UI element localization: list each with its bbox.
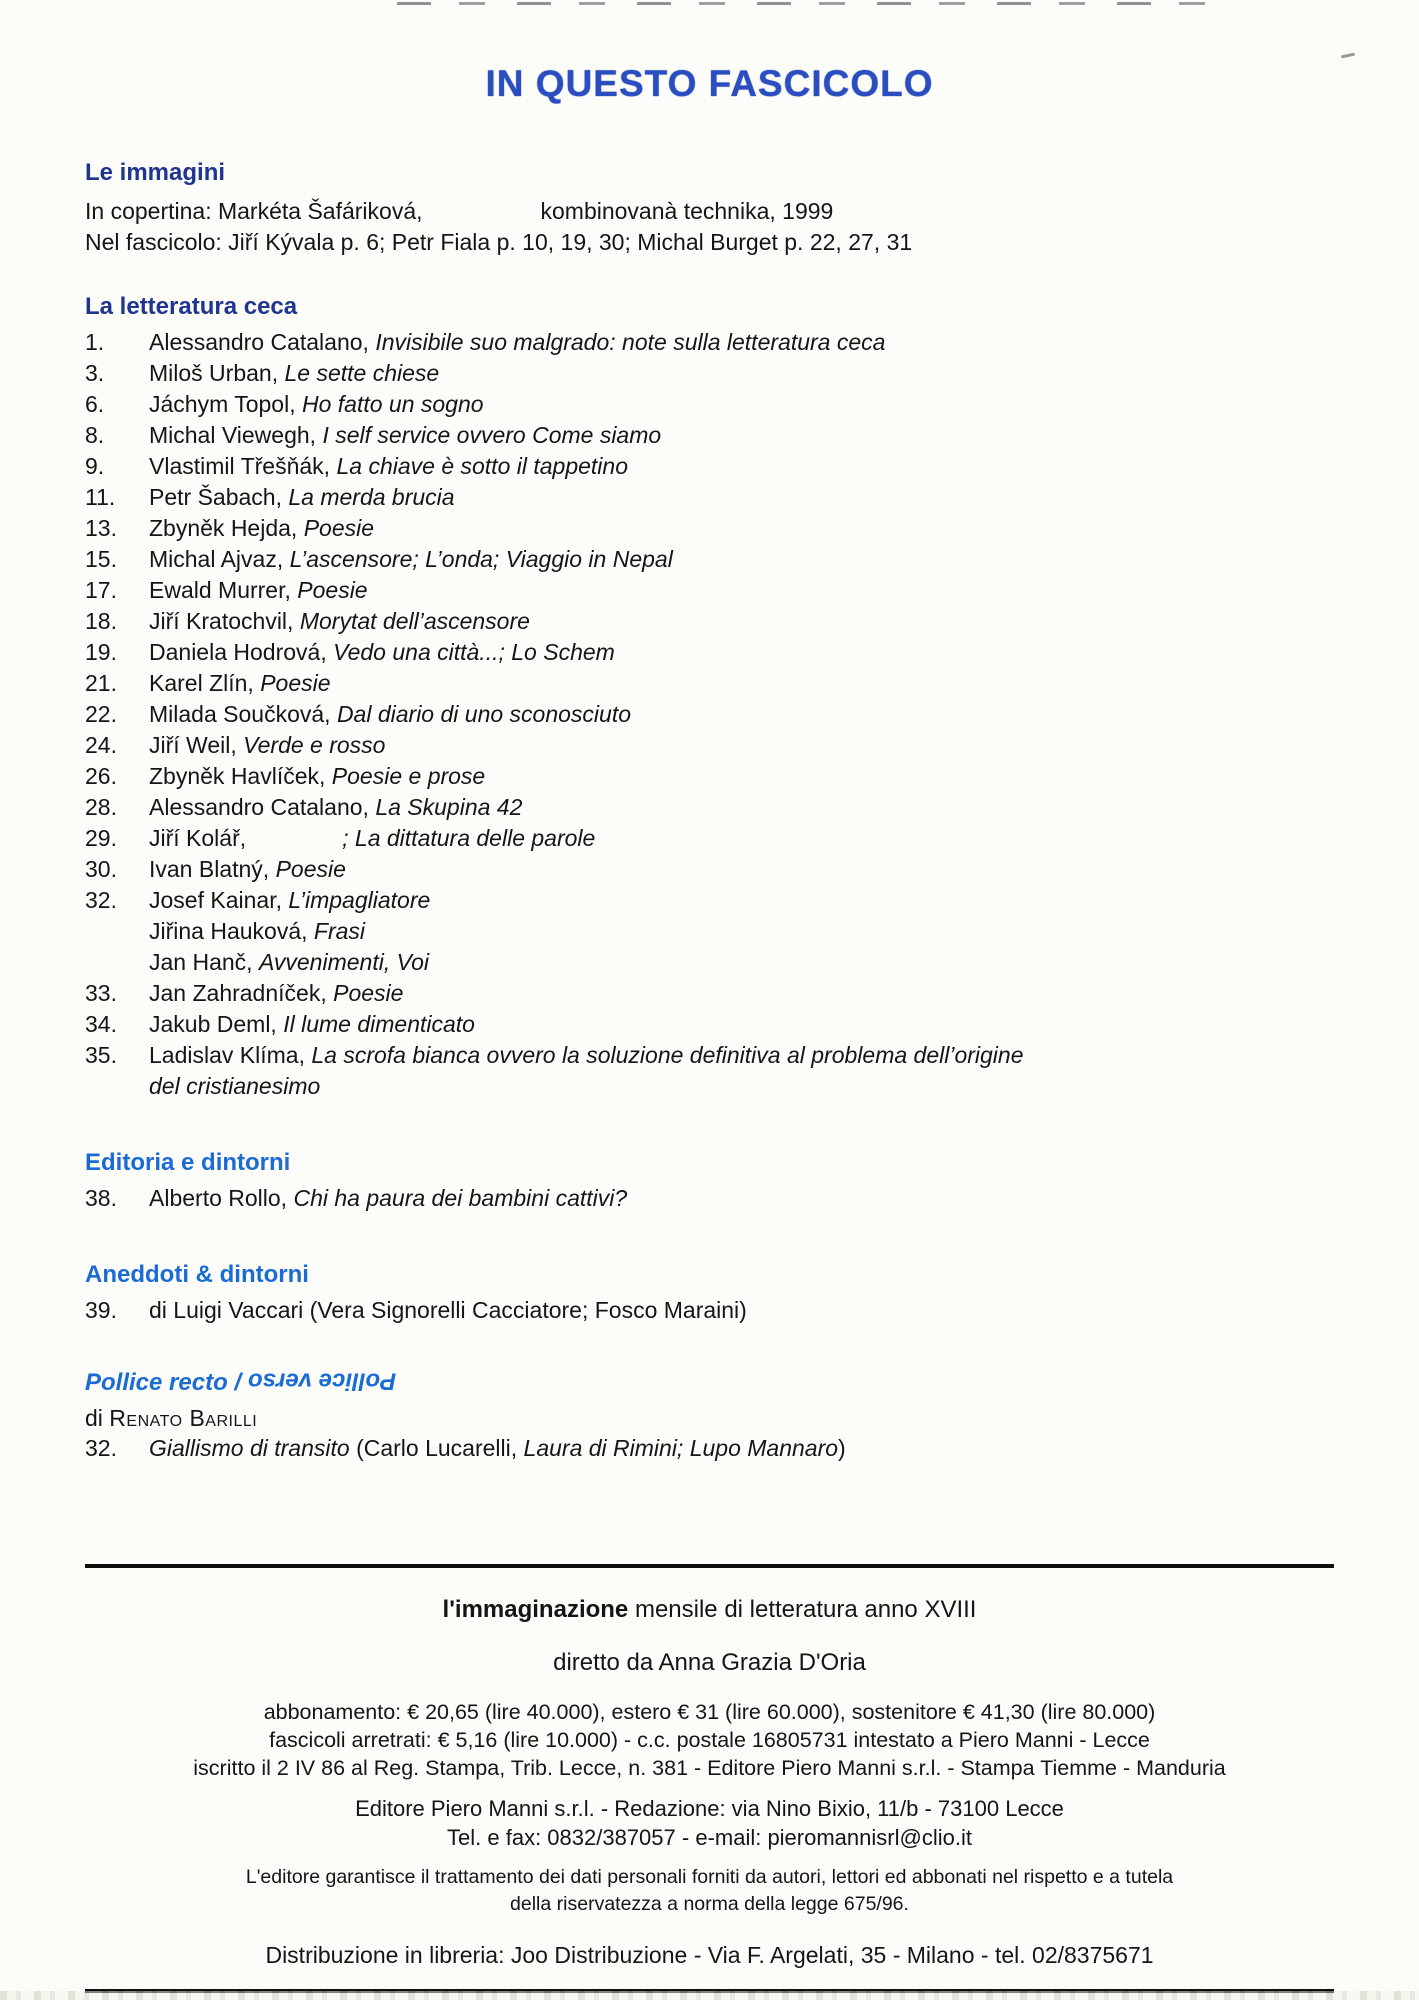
scan-artifact-top-edge	[397, 2, 1220, 5]
text-segment-roman: Jakub Deml,	[149, 1011, 284, 1037]
text-segment-italic: La chiave è sotto il tappetino	[336, 453, 629, 479]
toc-item-row	[85, 1183, 1334, 1214]
text-segment-roman: Ewald Murrer,	[149, 577, 298, 603]
toc-item-row	[85, 792, 1334, 823]
text-segment-italic: Giallismo di transito	[149, 1435, 357, 1461]
text-segment-roman: Ivan Blatný,	[149, 856, 276, 882]
section-heading	[85, 1148, 1334, 1178]
text-segment-roman: Aneddoti & dintorni	[85, 1261, 309, 1288]
text-segment-italic: La merda brucia	[288, 484, 455, 510]
text-segment-roman: Jan Zahradníček,	[149, 980, 334, 1006]
text-segment-roman: La letteratura ceca	[85, 293, 298, 320]
text-segment-italic: Poesie	[333, 980, 404, 1006]
cover-credit-line	[85, 196, 1334, 227]
toc-item-text	[149, 916, 365, 947]
text-segment-italic: L’impagliatore	[288, 887, 431, 913]
text-segment-roman: Zbyněk Havlíček,	[149, 763, 332, 789]
text-segment-italic: La Skupina 42	[375, 794, 523, 820]
toc-item-page-number: 22.	[85, 701, 117, 727]
toc-item-text	[149, 1433, 846, 1464]
page-title: IN QUESTO FASCICOLO	[485, 63, 934, 104]
section-byline	[85, 1403, 1334, 1433]
toc-item-row	[85, 1433, 1334, 1464]
text-segment-italic: Poesie e prose	[331, 763, 486, 789]
toc-item-row	[85, 389, 1334, 420]
toc-item-row	[85, 358, 1334, 389]
toc-item-text	[149, 885, 430, 916]
toc-item-row	[85, 1009, 1334, 1040]
privacy-lines	[85, 1864, 1334, 1918]
footer-line: iscritto il 2 IV 86 al Reg. Stampa, Trib. Lecce, n. 381 - Editore Piero Manni s.r.l. - Stampa Tiemme - Manduria	[193, 1756, 1226, 1780]
section-pollice-recto-verso	[85, 1368, 1334, 1464]
toc-item-text	[149, 482, 455, 513]
director-line: diretto da Anna Grazia D'Oria	[553, 1649, 866, 1676]
toc-item-page-number: 13.	[85, 515, 117, 541]
text-segment-roman: Jan Hanč,	[149, 949, 259, 975]
toc-item-text	[149, 606, 530, 637]
toc-item-page-number: 15.	[85, 546, 117, 572]
colophon	[85, 1564, 1334, 1993]
toc-item-page-number: 30.	[85, 856, 117, 882]
magazine-subtitle: mensile di letteratura anno XVIII	[628, 1596, 977, 1623]
toc-item-list	[85, 327, 1334, 1102]
text-segment-italic: Il lume dimenticato	[283, 1011, 475, 1037]
toc-item-text	[149, 575, 368, 606]
text-segment-italic: Chi ha paura dei bambini cattivi?	[293, 1185, 628, 1211]
text-segment-roman: Vlastimil Třešňák,	[149, 453, 337, 479]
toc-item-row	[85, 668, 1334, 699]
toc-item-row	[85, 761, 1334, 792]
toc-item-row	[85, 730, 1334, 761]
toc-item-text	[149, 668, 331, 699]
footer-line: della riservatezza a norma della legge 675/96.	[510, 1893, 909, 1915]
text-segment-italic: Morytat dell’ascensore	[299, 608, 530, 634]
text-segment-smallcaps: Renato Barilli	[109, 1405, 258, 1431]
toc-item-page-number: 9.	[85, 453, 105, 479]
text-segment-italic: ; La dittatura delle parole	[342, 825, 596, 851]
toc-item-row	[85, 854, 1334, 885]
text-segment-roman: Alessandro Catalano,	[149, 329, 376, 355]
toc-item-text	[149, 823, 595, 854]
text-segment-roman: Ladislav Klíma,	[149, 1042, 312, 1068]
toc-item-text	[149, 1295, 747, 1326]
toc-item-page-number: 3.	[85, 360, 105, 386]
toc-item-list	[85, 1433, 1334, 1464]
footer-line: Editore Piero Manni s.r.l. - Redazione: via Nino Bixio, 11/b - 73100 Lecce	[355, 1796, 1064, 1821]
toc-item-text	[149, 699, 631, 730]
text-segment-italic: Poesie	[260, 670, 331, 696]
toc-item-page-number: 1.	[85, 329, 105, 355]
text-segment-italic: Dal diario di uno sconosciuto	[336, 701, 631, 727]
text-segment-roman: Milada Součková,	[149, 701, 337, 727]
toc-item-list	[85, 1295, 1334, 1326]
text-segment-roman: Karel Zlín,	[149, 670, 261, 696]
section-heading-le-immagini: Le immagini	[85, 159, 226, 186]
section-editoria-e-dintorni	[85, 1148, 1334, 1214]
toc-item-row	[85, 575, 1334, 606]
toc-item-row	[85, 885, 1334, 916]
footer-line: fascicoli arretrati: € 5,16 (lire 10.000) - c.c. postale 16805731 intestato a Piero Manni - Lecce	[269, 1728, 1150, 1752]
toc-item-row	[85, 637, 1334, 668]
text-segment-roman: Daniela Hodrová,	[149, 639, 334, 665]
text-segment-roman: )	[838, 1435, 846, 1461]
text-segment-italic: Verde e rosso	[243, 732, 386, 758]
footer-line: L'editore garantisce il trattamento dei dati personali forniti da autori, lettori ed abbonati nel rispetto e a tutela	[245, 1866, 1174, 1888]
text-segment-roman: Editoria e dintorni	[85, 1149, 291, 1176]
toc-item-text	[149, 637, 615, 668]
toc-item-text	[149, 978, 403, 1009]
text-segment-roman: Jiří Weil,	[149, 732, 244, 758]
toc-item-row	[85, 823, 1334, 854]
toc-item-row	[85, 947, 1334, 978]
toc-item-row	[85, 916, 1334, 947]
text-segment-italic: Poesie	[297, 577, 368, 603]
text-segment-italic: Frasi	[313, 918, 366, 944]
toc-item-row	[85, 327, 1334, 358]
scan-artifact-bottom-edge	[0, 1991, 1419, 2000]
text-segment-roman: Jáchym Topol,	[149, 391, 302, 417]
toc-item-row	[85, 513, 1334, 544]
toc-item-text	[149, 389, 484, 420]
text-segment-roman: Petr Šabach,	[149, 484, 289, 510]
toc-item-page-number: 39.	[85, 1297, 117, 1323]
masthead-line	[85, 1594, 1334, 1625]
footer-line: Tel. e fax: 0832/387057 - e-mail: pieromannisrl@clio.it	[447, 1825, 972, 1850]
toc-item-text	[149, 1040, 1024, 1102]
text-segment-roman: Miloš Urban,	[149, 360, 285, 386]
toc-item-page-number: 34.	[85, 1011, 117, 1037]
text-segment-roman: Alessandro Catalano,	[149, 794, 376, 820]
text-segment-italic: Poesie	[303, 515, 375, 541]
toc-item-page-number: 6.	[85, 391, 105, 417]
text-segment-flipped-italic: Pollice verso	[247, 1367, 396, 1395]
toc-item-page-number: 29.	[85, 825, 117, 851]
section-heading	[85, 1368, 1334, 1398]
text-segment-italic: Invisibile suo malgrado: note sulla letteratura ceca	[375, 329, 886, 355]
text-segment-italic: La scrofa bianca ovvero la soluzione definitiva al problema dell’origine	[311, 1042, 1024, 1068]
text-segment-italic: Poesie	[275, 856, 346, 882]
toc-item-text	[149, 358, 439, 389]
text-segment-italic: Ho fatto un sogno	[301, 391, 484, 417]
text-segment-italic: I self service ovvero Come siamo	[322, 422, 662, 448]
text-segment-roman: di Luigi Vaccari (Vera Signorelli Cacciatore; Fosco Maraini)	[149, 1297, 747, 1323]
section-la-letteratura-ceca	[85, 292, 1334, 1102]
cover-credit-left: In copertina: Markéta Šafáriková,	[85, 198, 423, 224]
section-le-immagini	[85, 158, 1334, 258]
page-content	[0, 64, 1419, 1993]
text-segment-italic: Laura di Rimini; Lupo Mannaro	[523, 1435, 839, 1461]
toc-item-row	[85, 606, 1334, 637]
toc-item-text	[149, 513, 374, 544]
text-segment-roman: Jiří Kolář,	[149, 825, 247, 851]
toc-item-list	[85, 1183, 1334, 1214]
toc-item-row	[85, 482, 1334, 513]
toc-item-page-number: 18.	[85, 608, 117, 634]
divider-rule-top	[85, 1564, 1334, 1568]
toc-item-page-number: 17.	[85, 577, 117, 603]
toc-item-page-number: 21.	[85, 670, 117, 696]
text-segment-italic: Vedo una città...; Lo Schem	[333, 639, 615, 665]
text-segment-roman: di	[85, 1405, 110, 1431]
magazine-name: l'immaginazione	[442, 1596, 629, 1623]
toc-item-row	[85, 699, 1334, 730]
toc-item-page-number: 32.	[85, 1435, 117, 1461]
text-segment-italic: L’ascensore; L’onda; Viaggio in Nepal	[289, 546, 673, 572]
toc-item-page-number: 24.	[85, 732, 117, 758]
toc-item-page-number: 33.	[85, 980, 117, 1006]
toc-item-page-number: 35.	[85, 1042, 117, 1068]
toc-item-page-number: 8.	[85, 422, 105, 448]
toc-item-row	[85, 1040, 1334, 1102]
toc-item-text	[149, 1183, 627, 1214]
toc-item-text	[149, 947, 429, 978]
toc-item-row	[85, 978, 1334, 1009]
toc-item-page-number: 38.	[85, 1185, 117, 1211]
toc-item-page-number: 19.	[85, 639, 117, 665]
toc-item-page-number: 32.	[85, 887, 117, 913]
toc-item-text	[149, 420, 661, 451]
text-segment-roman: Michal Viewegh,	[149, 422, 323, 448]
text-segment-roman: Josef Kainar,	[149, 887, 289, 913]
toc-item-text	[149, 730, 385, 761]
distribution-line: Distribuzione in libreria: Joo Distribuzione - Via F. Argelati, 35 - Milano - tel. 02/8375671	[265, 1942, 1154, 1968]
toc-item-row	[85, 420, 1334, 451]
toc-item-text	[149, 451, 628, 482]
toc-item-text	[149, 1009, 475, 1040]
toc-sections	[85, 292, 1334, 1464]
toc-item-text	[149, 761, 485, 792]
subscription-lines	[85, 1698, 1334, 1782]
toc-item-text	[149, 792, 522, 823]
section-aneddoti-e-dintorni	[85, 1260, 1334, 1326]
text-segment-italic: Le sette chiese	[284, 360, 440, 386]
text-segment-roman: Jiří Kratochvil,	[149, 608, 300, 634]
text-segment-roman: Jiřina Hauková,	[149, 918, 314, 944]
section-heading	[85, 292, 1334, 322]
publisher-lines	[85, 1794, 1334, 1852]
toc-item-page-number: 26.	[85, 763, 117, 789]
cover-credit-right: kombinovanà technika, 1999	[540, 198, 834, 224]
section-heading	[85, 1260, 1334, 1290]
toc-item-text	[149, 544, 673, 575]
scan-artifact-corner-mark	[1341, 53, 1355, 59]
footer-line: abbonamento: € 20,65 (lire 40.000), estero € 31 (lire 60.000), sostenitore € 41,30 (lire 80.000)	[263, 1700, 1156, 1724]
toc-item-row	[85, 451, 1334, 482]
toc-item-page-number: 11.	[85, 484, 116, 510]
text-segment-roman: Michal Ajvaz,	[149, 546, 290, 572]
text-segment-roman: Alberto Rollo,	[149, 1185, 294, 1211]
text-segment-roman: (Carlo Lucarelli,	[356, 1435, 524, 1461]
text-segment-italic: del cristianesimo	[149, 1073, 321, 1099]
issue-images-line: Nel fascicolo: Jiří Kývala p. 6; Petr Fiala p. 10, 19, 30; Michal Burget p. 22, 27, 31	[85, 229, 913, 255]
toc-item-row	[85, 544, 1334, 575]
text-segment-roman: Pollice recto /	[85, 1369, 248, 1396]
toc-item-row	[85, 1295, 1334, 1326]
toc-item-page-number: 28.	[85, 794, 117, 820]
toc-item-text	[149, 327, 885, 358]
text-segment-italic: Avvenimenti, Voi	[258, 949, 429, 975]
toc-item-text	[149, 854, 346, 885]
text-segment-roman: Zbyněk Hejda,	[149, 515, 304, 541]
